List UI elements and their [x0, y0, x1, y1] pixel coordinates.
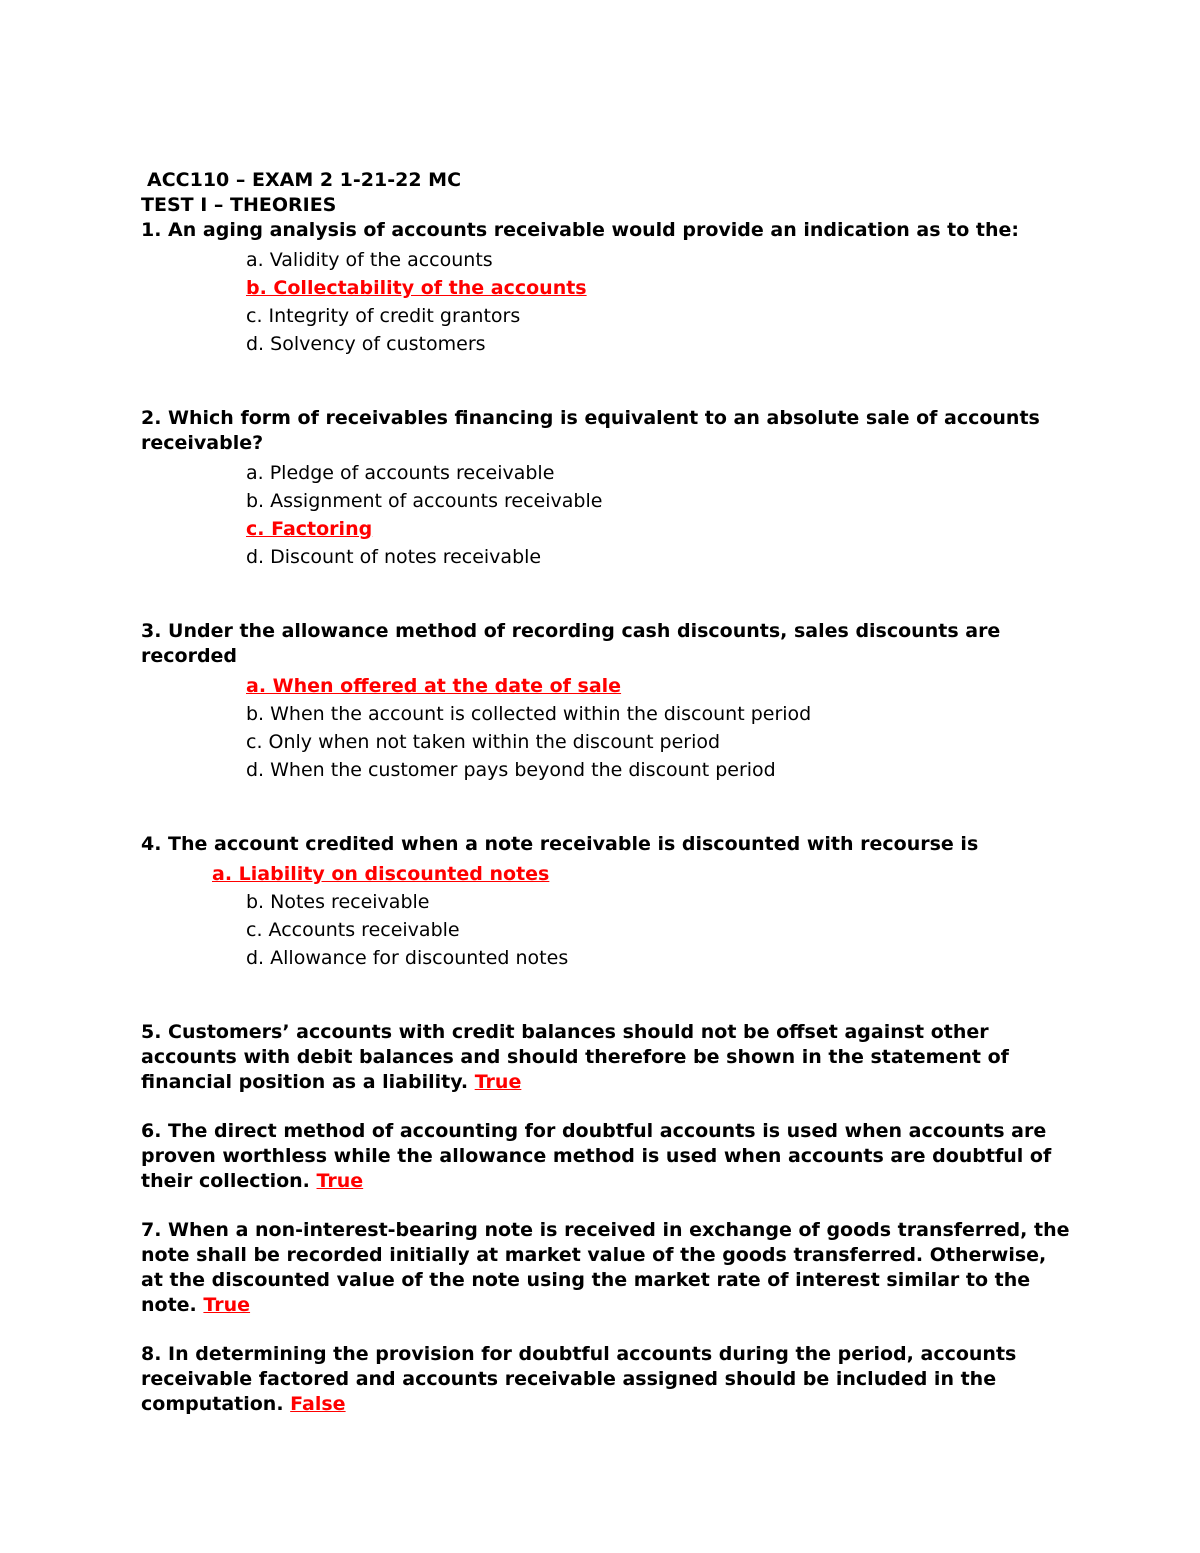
- spacer: [141, 358, 1071, 406]
- question-4: [141, 832, 1071, 972]
- option-list: [141, 672, 1071, 784]
- option-a: a. Validity of the accounts: [246, 249, 493, 271]
- exam-title: ACC110 – EXAM 2 1-21-22 MC: [147, 169, 462, 191]
- option-c: c. Integrity of credit grantors: [246, 305, 521, 327]
- option-b: b. Assignment of accounts receivable: [246, 490, 603, 512]
- question-2: [141, 406, 1071, 571]
- option-d: d. When the customer pays beyond the discount period: [246, 759, 776, 781]
- question-text: 1. An aging analysis of accounts receivable would provide an indication as to the:: [141, 219, 1019, 241]
- question-text: 6. The direct method of accounting for doubtful accounts is used when accounts are proven worthless while the allowance method is used when accounts are doubtful of their collection.: [141, 1120, 1052, 1192]
- option-list: [141, 860, 1071, 972]
- option-c: c. Accounts receivable: [246, 919, 460, 941]
- answer-true: True: [474, 1071, 522, 1093]
- option-c-answer: [141, 515, 1071, 543]
- exam-page: [141, 168, 1071, 1417]
- option-a-answer: [141, 860, 1071, 888]
- option-b: b. Notes receivable: [246, 891, 430, 913]
- question-3: [141, 619, 1071, 784]
- option-a-answer: [141, 672, 1071, 700]
- tf-question-5: [141, 1020, 1071, 1095]
- answer-text: a. Liability on discounted notes: [212, 863, 550, 885]
- question-text: 8. In determining the provision for doubtful accounts during the period, accounts receivable factored and accounts receivable assigned should be included in the computation.: [141, 1343, 1017, 1415]
- option-d: d. Allowance for discounted notes: [246, 947, 569, 969]
- option-b: b. When the account is collected within the discount period: [246, 703, 812, 725]
- option-d: d. Solvency of customers: [246, 333, 486, 355]
- answer-text: c. Factoring: [246, 518, 373, 540]
- tf-question-8: [141, 1342, 1071, 1417]
- question-text: 4. The account credited when a note receivable is discounted with recourse is: [141, 833, 979, 855]
- test-label: TEST I – THEORIES: [141, 194, 337, 216]
- option-b-answer: [141, 274, 1071, 302]
- option-a: a. Pledge of accounts receivable: [246, 462, 555, 484]
- question-1: [141, 218, 1071, 358]
- answer-false: False: [290, 1393, 346, 1415]
- answer-text: b. Collectability of the accounts: [246, 277, 587, 299]
- tf-question-7: [141, 1218, 1071, 1318]
- option-list: [141, 246, 1071, 358]
- spacer: [141, 1194, 1071, 1218]
- spacer: [141, 1095, 1071, 1119]
- option-c: c. Only when not taken within the discount period: [246, 731, 721, 753]
- question-text: 5. Customers’ accounts with credit balances should not be offset against other accounts with debit balances and should therefore be shown in the statement of financial position as a liability.: [141, 1021, 1009, 1093]
- question-text: 2. Which form of receivables financing is equivalent to an absolute sale of accounts receivable?: [141, 407, 1040, 454]
- question-text: 7. When a non-interest-bearing note is received in exchange of goods transferred, the note shall be recorded initially at market value of the goods transferred. Otherwise, at the discounted value of the note using the market rate of interest similar to the note.: [141, 1219, 1070, 1316]
- tf-question-6: [141, 1119, 1071, 1194]
- spacer: [141, 784, 1071, 832]
- option-list: [141, 459, 1071, 571]
- spacer: [141, 972, 1071, 1020]
- spacer: [141, 571, 1071, 619]
- answer-text: a. When offered at the date of sale: [246, 675, 622, 697]
- answer-true: True: [203, 1294, 251, 1316]
- spacer: [141, 1318, 1071, 1342]
- question-text: 3. Under the allowance method of recording cash discounts, sales discounts are recorded: [141, 620, 1001, 667]
- option-d: d. Discount of notes receivable: [246, 546, 542, 568]
- answer-true: True: [316, 1170, 364, 1192]
